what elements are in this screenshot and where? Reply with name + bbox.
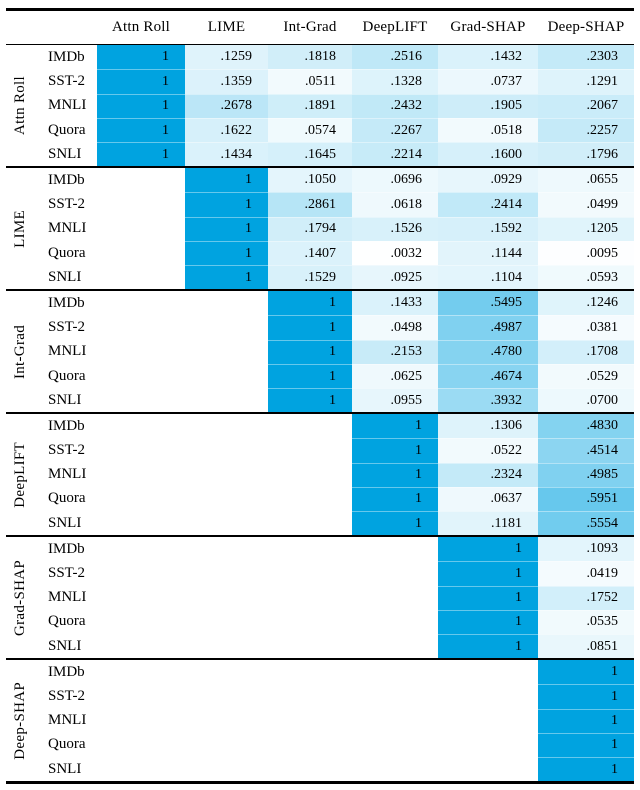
heatmap-cell: [97, 733, 185, 757]
heatmap-cell: .2324: [438, 463, 538, 487]
heatmap-cell: .0737: [438, 69, 538, 93]
heatmap-cell: [268, 586, 352, 610]
dataset-label: MNLI: [48, 343, 87, 360]
dataset-label: IMDb: [48, 294, 85, 311]
heatmap-cell: [268, 511, 352, 535]
table-row: [34, 69, 634, 93]
heatmap-cell: 1: [352, 487, 438, 511]
table-row: [34, 291, 634, 315]
row-group-gutter: [6, 45, 34, 166]
heatmap-cell: .1104: [438, 265, 538, 289]
heatmap-cell: .0925: [352, 265, 438, 289]
column-header: LIME: [207, 18, 246, 35]
dataset-label: Quora: [48, 490, 86, 507]
heatmap-cell: [268, 733, 352, 757]
heatmap-cell: .1434: [185, 142, 268, 166]
dataset-label: MNLI: [48, 466, 87, 483]
heatmap-cell: [268, 684, 352, 708]
heatmap-cell: [97, 217, 185, 241]
dataset-label: Quora: [48, 613, 86, 630]
heatmap-cell: 1: [538, 684, 634, 708]
dataset-label: SNLI: [48, 760, 82, 777]
heatmap-cell: [185, 634, 268, 658]
heatmap-cell: .1246: [538, 291, 634, 315]
heatmap-cell: .2153: [352, 340, 438, 364]
table-row: [34, 463, 634, 487]
row-group-label: Grad-SHAP: [11, 559, 28, 636]
table: [6, 8, 634, 784]
dataset-label: Quora: [48, 244, 86, 261]
heatmap-cell: .2861: [268, 192, 352, 216]
heatmap-cell: [97, 265, 185, 289]
heatmap-cell: .4987: [438, 315, 538, 339]
table-row: [34, 142, 634, 166]
heatmap-cell: .4830: [538, 414, 634, 438]
heatmap-cell: .0625: [352, 364, 438, 388]
heatmap-cell: [438, 757, 538, 781]
table-row: [34, 217, 634, 241]
row-group-gutter: [6, 291, 34, 412]
heatmap-cell: .0499: [538, 192, 634, 216]
row-group-label: LIME: [11, 209, 28, 248]
table-row: [34, 660, 634, 684]
dataset-label: IMDb: [48, 171, 85, 188]
heatmap-cell: 1: [97, 69, 185, 93]
table-row: [34, 414, 634, 438]
row-group: [6, 45, 634, 166]
heatmap-cell: .1794: [268, 217, 352, 241]
heatmap-cell: [352, 709, 438, 733]
heatmap-cell: 1: [438, 634, 538, 658]
heatmap-cell: [268, 561, 352, 585]
heatmap-cell: .1600: [438, 142, 538, 166]
heatmap-cell: .1432: [438, 45, 538, 69]
heatmap-cell: .5951: [538, 487, 634, 511]
heatmap-cell: .1050: [268, 168, 352, 192]
heatmap-cell: .0655: [538, 168, 634, 192]
heatmap-cell: .1259: [185, 45, 268, 69]
heatmap-cell: .1622: [185, 118, 268, 142]
heatmap-cell: [268, 438, 352, 462]
dataset-label: SST-2: [48, 72, 85, 89]
heatmap-cell: [185, 733, 268, 757]
heatmap-cell: 1: [185, 265, 268, 289]
heatmap-cell: .3932: [438, 388, 538, 412]
heatmap-cell: 1: [438, 561, 538, 585]
heatmap-cell: [352, 660, 438, 684]
heatmap-cell: 1: [268, 291, 352, 315]
heatmap-cell: .0618: [352, 192, 438, 216]
heatmap-cell: .0574: [268, 118, 352, 142]
heatmap-cell: .1093: [538, 537, 634, 561]
row-group-label: Attn Roll: [11, 76, 28, 136]
dataset-label: SNLI: [48, 145, 82, 162]
heatmap-cell: .2067: [538, 94, 634, 118]
table-row: [34, 586, 634, 610]
heatmap-cell: [268, 660, 352, 684]
table-row: [34, 168, 634, 192]
table-row: [34, 537, 634, 561]
table-row: [34, 610, 634, 634]
dataset-label: SST-2: [48, 564, 85, 581]
heatmap-cell: .1645: [268, 142, 352, 166]
row-group-rows: [34, 291, 634, 412]
dataset-label: MNLI: [48, 220, 87, 237]
heatmap-cell: .0700: [538, 388, 634, 412]
row-group-label: DeepLIFT: [11, 441, 28, 508]
heatmap-cell: [268, 757, 352, 781]
header-row: [6, 11, 634, 44]
heatmap-cell: .0535: [538, 610, 634, 634]
heatmap-cell: [97, 364, 185, 388]
row-group: [6, 537, 634, 658]
dataset-label: Quora: [48, 121, 86, 138]
table-row: [34, 733, 634, 757]
heatmap-cell: [268, 610, 352, 634]
table-row: [34, 684, 634, 708]
heatmap-cell: [97, 511, 185, 535]
column-header: Grad-SHAP: [450, 18, 526, 35]
heatmap-cell: 1: [352, 463, 438, 487]
heatmap-cell: .4674: [438, 364, 538, 388]
heatmap-cell: 1: [97, 45, 185, 69]
table-row: [34, 364, 634, 388]
heatmap-cell: .0637: [438, 487, 538, 511]
heatmap-cell: 1: [538, 709, 634, 733]
row-group-label: Deep-SHAP: [11, 681, 28, 760]
dataset-label: SNLI: [48, 391, 82, 408]
dataset-label: SST-2: [48, 687, 85, 704]
heatmap-cell: 1: [268, 340, 352, 364]
heatmap-cell: .0419: [538, 561, 634, 585]
column-header: Int-Grad: [283, 18, 337, 35]
heatmap-cell: 1: [538, 733, 634, 757]
dataset-label: MNLI: [48, 589, 87, 606]
heatmap-cell: [268, 709, 352, 733]
heatmap-cell: 1: [268, 388, 352, 412]
table-row: [34, 45, 634, 69]
dataset-label: IMDb: [48, 48, 85, 65]
heatmap-cell: 1: [185, 217, 268, 241]
heatmap-cell: .1818: [268, 45, 352, 69]
dataset-label: MNLI: [48, 712, 87, 729]
row-group-gutter: [6, 168, 34, 289]
heatmap-cell: [352, 757, 438, 781]
heatmap-cell: [97, 586, 185, 610]
heatmap-cell: [438, 733, 538, 757]
heatmap-cell: [185, 586, 268, 610]
dataset-label: SNLI: [48, 514, 82, 531]
heatmap-cell: .2516: [352, 45, 438, 69]
dataset-label: IMDb: [48, 417, 85, 434]
heatmap-cell: 1: [185, 192, 268, 216]
table-row: [34, 241, 634, 265]
heatmap-cell: .1306: [438, 414, 538, 438]
heatmap-cell: .2257: [538, 118, 634, 142]
heatmap-cell: [97, 241, 185, 265]
table-row: [34, 487, 634, 511]
heatmap-cell: 1: [538, 660, 634, 684]
heatmap-cell: [97, 414, 185, 438]
heatmap-cell: 1: [268, 315, 352, 339]
heatmap-cell: .0955: [352, 388, 438, 412]
heatmap-cell: [185, 757, 268, 781]
heatmap-cell: .1407: [268, 241, 352, 265]
table-row: [34, 438, 634, 462]
heatmap-cell: [185, 561, 268, 585]
heatmap-cell: .5495: [438, 291, 538, 315]
heatmap-cell: [185, 610, 268, 634]
heatmap-cell: 1: [438, 537, 538, 561]
table-row: [34, 561, 634, 585]
heatmap-cell: .0518: [438, 118, 538, 142]
heatmap-cell: [185, 388, 268, 412]
row-group-gutter: [6, 537, 34, 658]
heatmap-cell: 1: [185, 241, 268, 265]
heatmap-cell: 1: [97, 94, 185, 118]
heatmap-cell: .1205: [538, 217, 634, 241]
heatmap-cell: .4780: [438, 340, 538, 364]
heatmap-cell: [185, 315, 268, 339]
heatmap-cell: .0498: [352, 315, 438, 339]
heatmap-cell: .1291: [538, 69, 634, 93]
heatmap-cell: 1: [538, 757, 634, 781]
heatmap-cell: 1: [352, 438, 438, 462]
row-group-gutter: [6, 660, 34, 781]
heatmap-cell: .0511: [268, 69, 352, 93]
heatmap-cell: .2678: [185, 94, 268, 118]
heatmap-cell: .4985: [538, 463, 634, 487]
heatmap-cell: .1592: [438, 217, 538, 241]
heatmap-cell: [438, 684, 538, 708]
heatmap-cell: .0929: [438, 168, 538, 192]
dataset-label: IMDb: [48, 540, 85, 557]
heatmap-cell: [97, 610, 185, 634]
heatmap-cell: .0381: [538, 315, 634, 339]
heatmap-cell: [97, 168, 185, 192]
heatmap-cell: .2303: [538, 45, 634, 69]
table-row: [34, 94, 634, 118]
heatmap-cell: .2414: [438, 192, 538, 216]
heatmap-cell: [352, 537, 438, 561]
table-row: [34, 340, 634, 364]
heatmap-cell: [185, 537, 268, 561]
heatmap-cell: [352, 586, 438, 610]
heatmap-cell: 1: [438, 610, 538, 634]
heatmap-cell: .1752: [538, 586, 634, 610]
heatmap-cell: .1359: [185, 69, 268, 93]
dataset-label: SST-2: [48, 441, 85, 458]
heatmap-cell: [97, 709, 185, 733]
heatmap-cell: 1: [352, 414, 438, 438]
row-group-label: Int-Grad: [11, 324, 28, 379]
heatmap-cell: .1328: [352, 69, 438, 93]
heatmap-cell: .0522: [438, 438, 538, 462]
row-group: [6, 168, 634, 289]
heatmap-cell: .1905: [438, 94, 538, 118]
heatmap-cell: [97, 537, 185, 561]
table-row: [34, 757, 634, 781]
heatmap-cell: [268, 487, 352, 511]
heatmap-cell: 1: [97, 118, 185, 142]
heatmap-cell: [268, 463, 352, 487]
heatmap-cell: [97, 634, 185, 658]
heatmap-cell: [97, 684, 185, 708]
heatmap-cell: .4514: [538, 438, 634, 462]
heatmap-cell: [185, 340, 268, 364]
heatmap-cell: .2214: [352, 142, 438, 166]
heatmap-cell: 1: [352, 511, 438, 535]
heatmap-cell: .2267: [352, 118, 438, 142]
row-group-rows: [34, 168, 634, 289]
heatmap-cell: [352, 684, 438, 708]
heatmap-cell: [97, 438, 185, 462]
heatmap-cell: .1181: [438, 511, 538, 535]
heatmap-cell: [97, 660, 185, 684]
heatmap-cell: .1796: [538, 142, 634, 166]
dataset-label: MNLI: [48, 97, 87, 114]
table-row: [34, 709, 634, 733]
row-group: [6, 291, 634, 412]
heatmap-cell: .0851: [538, 634, 634, 658]
heatmap-cell: .0095: [538, 241, 634, 265]
row-group-gutter: [6, 414, 34, 535]
table-row: [34, 388, 634, 412]
column-header: DeepLIFT: [362, 18, 428, 35]
heatmap-cell: [97, 388, 185, 412]
heatmap-cell: .1526: [352, 217, 438, 241]
heatmap-cell: [97, 487, 185, 511]
heatmap-cell: 1: [268, 364, 352, 388]
heatmap-cell: .0593: [538, 265, 634, 289]
row-group-rows: [34, 537, 634, 658]
heatmap-cell: [268, 634, 352, 658]
row-group-rows: [34, 660, 634, 781]
column-header: Deep-SHAP: [547, 18, 625, 35]
table-row: [34, 118, 634, 142]
heatmap-cell: [438, 660, 538, 684]
heatmap-cell: [97, 291, 185, 315]
heatmap-cell: [268, 414, 352, 438]
heatmap-cell: [352, 733, 438, 757]
dataset-label: Quora: [48, 367, 86, 384]
table-row: [34, 315, 634, 339]
heatmap-cell: [185, 438, 268, 462]
heatmap-cell: .1529: [268, 265, 352, 289]
row-group-rows: [34, 45, 634, 166]
row-group: [6, 414, 634, 535]
table-row: [34, 511, 634, 535]
table-row: [34, 192, 634, 216]
heatmap-cell: .0032: [352, 241, 438, 265]
heatmap-cell: [97, 757, 185, 781]
heatmap-cell: [97, 315, 185, 339]
heatmap-cell: 1: [185, 168, 268, 192]
bottom-rule: [6, 781, 634, 784]
heatmap-cell: [438, 709, 538, 733]
heatmap-cell: [185, 463, 268, 487]
heatmap-cell: [268, 537, 352, 561]
heatmap-cell: [185, 660, 268, 684]
row-group-rows: [34, 414, 634, 535]
heatmap-cell: .2432: [352, 94, 438, 118]
heatmap-cell: 1: [97, 142, 185, 166]
heatmap-cell: [352, 610, 438, 634]
heatmap-cell: [185, 511, 268, 535]
heatmap-cell: [352, 561, 438, 585]
heatmap-cell: [185, 291, 268, 315]
heatmap-cell: .0696: [352, 168, 438, 192]
dataset-label: SNLI: [48, 637, 82, 654]
heatmap-cell: [97, 340, 185, 364]
dataset-label: IMDb: [48, 663, 85, 680]
dataset-label: SNLI: [48, 268, 82, 285]
heatmap-cell: .0529: [538, 364, 634, 388]
column-header: Attn Roll: [111, 18, 171, 35]
heatmap-cell: [185, 684, 268, 708]
heatmap-cell: 1: [438, 586, 538, 610]
table-row: [34, 265, 634, 289]
dataset-label: SST-2: [48, 195, 85, 212]
dataset-label: Quora: [48, 736, 86, 753]
heatmap-cell: [185, 487, 268, 511]
heatmap-cell: .5554: [538, 511, 634, 535]
heatmap-cell: .1891: [268, 94, 352, 118]
heatmap-cell: [97, 561, 185, 585]
heatmap-cell: .1708: [538, 340, 634, 364]
dataset-label: SST-2: [48, 318, 85, 335]
heatmap-cell: [185, 414, 268, 438]
heatmap-cell: [352, 634, 438, 658]
heatmap-cell: [185, 364, 268, 388]
heatmap-cell: [185, 709, 268, 733]
row-group: [6, 660, 634, 781]
heatmap-cell: [97, 463, 185, 487]
heatmap-cell: .1433: [352, 291, 438, 315]
heatmap-cell: .1144: [438, 241, 538, 265]
table-row: [34, 634, 634, 658]
heatmap-cell: [97, 192, 185, 216]
table-body: [6, 45, 634, 784]
